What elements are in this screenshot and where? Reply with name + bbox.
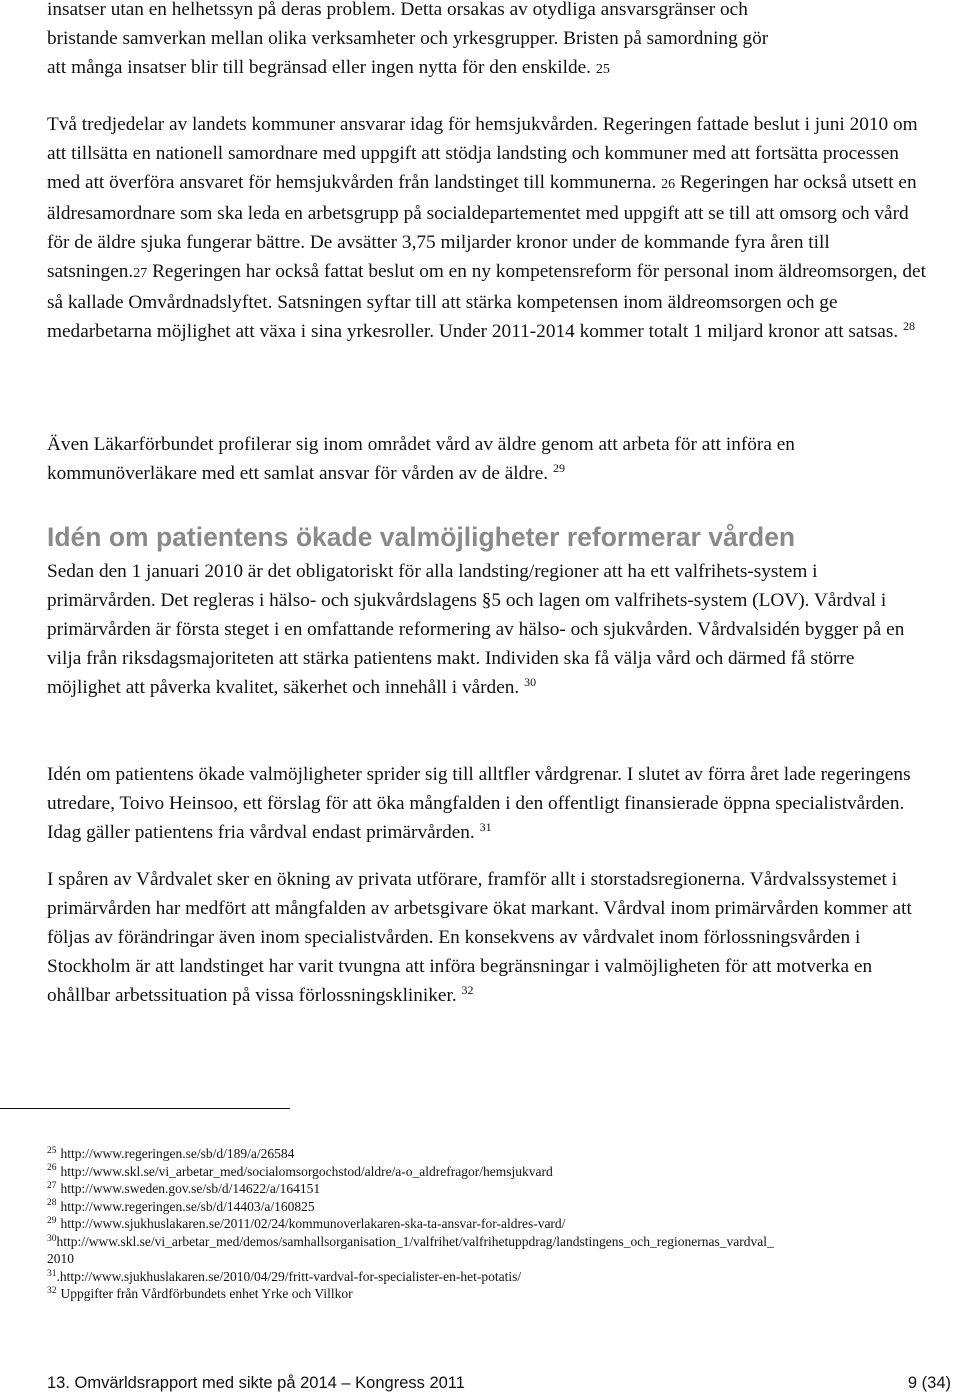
footnote-ref: 28: [903, 318, 916, 333]
paragraph-hemsjukvard-part-2: Regeringen har också utsett en äldresamordnare som ska leda en arbetsgrupp på socialdepartementet med uppgift att se till att omsorg och vård för de äldre sjuka fungerar bättre. De avsätter 3,75 miljarder kronor under de kommande fyra åren till satsningen.: [47, 172, 917, 282]
footnote-ref: 32: [461, 982, 474, 997]
paragraph-vardvalet-text: I spåren av Vårdvalet sker en ökning av privata utförare, framför allt i storstadsregionerna. Vårdvalssystemet i primärvården har medfört att mångfalden av arbetsgivare ökat markant. Vårdval inom primärvården kommer att följas av förändringar även inom specialistvården. En konsekvens av vårdvalet inom förlossningsvården i Stockholm är att landstinget har varit tvungna att införa begränsningar i valmöjligheten för att motverka en ohållbar arbetssituation på vissa förlossningskliniker.: [47, 869, 912, 1006]
footnote-link[interactable]: http://www.skl.se/vi_arbetar_med/demos/samhallsorganisation_1/valfrihet/valfrihetuppdrag/landstingens_och_regionernas_vardval_: [56, 1233, 774, 1249]
footnote-number: 26: [47, 1163, 57, 1174]
paragraph-lakarforbundet: [47, 430, 927, 488]
paragraph-hemsjukvard-part-1: Två tredjedelar av landets kommuner ansvarar idag för hemsjukvården. Regeringen fattade beslut i juni 2010 om att tillsätta en nationell samordnare med uppgift att stödja landsting och kommuner med att fortsätta processen med att överföra ansvaret för hemsjukvården från landstinget till kommunerna.: [47, 114, 918, 193]
page-number: 9 (34): [907, 1374, 951, 1392]
paragraph-lakarforbundet-text: Även Läkarförbundet profilerar sig inom området vård av äldre genom att arbeta för att införa en kommunöverläkare med ett samlat ansvar för vården av de äldre.: [47, 434, 795, 484]
footnote-link[interactable]: http://www.regeringen.se/sb/d/14403/a/160825: [60, 1198, 315, 1214]
footnote-number: 28: [47, 1198, 57, 1209]
footnote-item: [47, 1215, 927, 1233]
footnote-number: 25: [47, 1145, 57, 1156]
footnote-item: [47, 1163, 927, 1181]
footnote-ref: 26: [661, 177, 676, 192]
footnote-number: 29: [47, 1215, 57, 1226]
paragraph-vardgrenar: [47, 760, 927, 847]
footnote-item: [47, 1233, 927, 1251]
footnote-ref: 29: [552, 460, 565, 475]
footnote-number: 30: [47, 1233, 57, 1244]
footnote-item: [47, 1145, 927, 1163]
footnote-text: Uppgifter från Vårdförbundets enhet Yrke och Villkor: [60, 1286, 353, 1301]
footnote-item: [47, 1268, 927, 1286]
paragraph-valfrihetssystem-text: Sedan den 1 januari 2010 är det obligatoriskt för alla landsting/regioner att ha ett valfrihets-system i primärvården. Det regleras i hälso- och sjukvårdslagens §5 och lagen om valfrihets-system (LOV). Vårdval i primärvården är första steget i en omfattande reformering av hälso- och sjukvården. Vårdvalsidén bygger på en vilja från riksdagsmajoriteten att stärka patientens makt. Individen ska få välja vård och därmed få större möjlighet att påverka kvalitet, säkerhet och innehåll i vården.: [47, 561, 905, 698]
footnote-number: 27: [47, 1180, 57, 1191]
footnote-link[interactable]: .http://www.sjukhuslakaren.se/2010/04/29/fritt-vardval-for-specialister-en-het-potatis/: [56, 1268, 522, 1284]
paragraph-vardgrenar-text: Idén om patientens ökade valmöjligheter sprider sig till alltfler vårdgrenar. I slutet av förra året lade regeringens utredare, Toivo Heinsoo, ett förslag för att öka mångfalden i den offentligt finansierade öppna specialistvården. Idag gäller patientens fria vårdval endast primärvården.: [47, 764, 911, 843]
footnote-ref: 25: [595, 62, 610, 77]
footnote-ref: 27: [133, 266, 148, 281]
footnote-item: [47, 1180, 927, 1198]
footnote-item: [47, 1285, 927, 1303]
paragraph-intro-line-2: bristande samverkan mellan olika verksamheter och yrkesgrupper. Bristen på samordning gör: [47, 28, 769, 49]
footnote-item: [47, 1198, 927, 1216]
footnote-ref: 31: [479, 819, 492, 834]
paragraph-hemsjukvard: [47, 110, 927, 346]
footnote-number: 32: [47, 1285, 57, 1296]
footnote-link[interactable]: http://www.sjukhuslakaren.se/2011/02/24/kommunoverlakaren-ska-ta-ansvar-for-aldres-vard/: [60, 1216, 566, 1231]
paragraph-hemsjukvard-part-3: Regeringen har också fattat beslut om en ny kompetensreform för personal inom äldreomsorgen, det så kallade Omvårdnadslyftet. Satsningen syftar till att stärka kompetensen inom äldreomsorgen och ge medarbetarna möjlighet att växa i sina yrkesroller. Under 2011-2014 kommer totalt 1 miljard kronor att satsas.: [47, 261, 926, 342]
footnote-continuation: 2010: [47, 1251, 74, 1266]
footnote-link[interactable]: http://www.skl.se/vi_arbetar_med/socialomsorgochstod/aldre/a-o_aldrefragor/hemsjukvard: [60, 1163, 553, 1179]
paragraph-intro: [47, 0, 927, 84]
paragraph-vardvalet: [47, 865, 927, 1010]
page-footer: [47, 1374, 955, 1396]
paragraph-intro-line-3: att många insatser blir till begränsad eller ingen nytta för den enskilde.: [47, 57, 591, 78]
footnote-divider: [0, 1108, 290, 1109]
footnote-ref: 30: [524, 674, 537, 689]
footnote-link[interactable]: http://www.sweden.gov.se/sb/d/14622/a/164151: [60, 1181, 321, 1196]
footer-title: 13. Omvärldsrapport med sikte på 2014 – Kongress 2011: [47, 1374, 465, 1392]
footnote-link[interactable]: http://www.regeringen.se/sb/d/189/a/26584: [60, 1146, 295, 1161]
footnote-number: 31: [47, 1268, 57, 1279]
footnotes: [47, 1145, 927, 1303]
paragraph-valfrihetssystem: [47, 557, 927, 702]
section-heading: Idén om patientens ökade valmöjligheter reformerar vården: [47, 522, 796, 552]
paragraph-intro-line-1: insatser utan en helhetssyn på deras problem. Detta orsakas av otydliga ansvarsgränser och: [47, 0, 748, 20]
